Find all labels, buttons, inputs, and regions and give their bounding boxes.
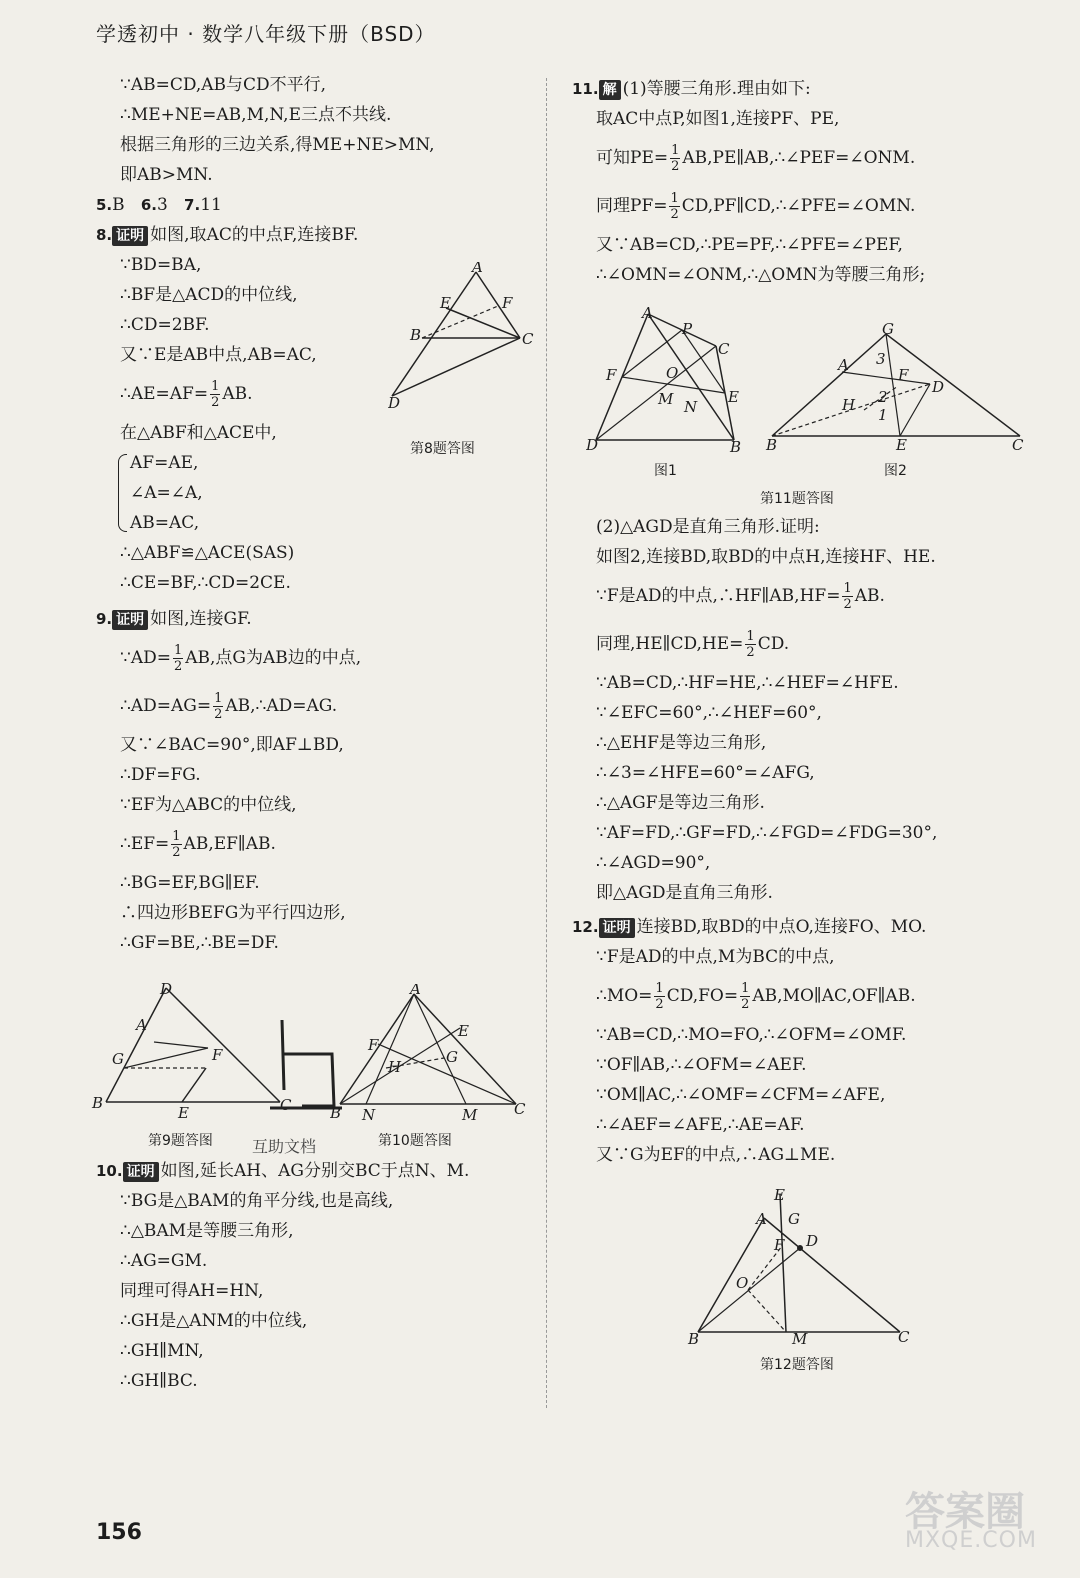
fraction: $\frac{1}{2}$ bbox=[211, 379, 220, 410]
text-line: ∵∠EFC=60°,∴∠HEF=60°, bbox=[596, 703, 822, 723]
answer-tag: 解 bbox=[599, 80, 621, 100]
q8-heading: 8. 证明 如图,取AC的中点F,连接BF. bbox=[96, 225, 359, 245]
text-line: 即△AGD是直角三角形. bbox=[596, 883, 773, 903]
text-line: 在△ABF和△ACE中, bbox=[120, 423, 277, 443]
text-line: ∵AB=CD,∴HF=HE,∴∠HEF=∠HFE. bbox=[596, 673, 899, 693]
text-line: ∴GH∥MN, bbox=[120, 1341, 204, 1361]
proof-tag: 证明 bbox=[599, 918, 635, 938]
text-line: ∴GH是△ANM的中位线, bbox=[120, 1311, 308, 1331]
text-line: ∴CE=BF,∴CD=2CE. bbox=[120, 573, 291, 593]
figure-12 bbox=[686, 1186, 916, 1350]
text-line: ∴∠3=∠HFE=60°=∠AFG, bbox=[596, 763, 815, 783]
svg-text:P: P bbox=[682, 320, 693, 338]
text-line: ∴△ABF≌△ACE(SAS) bbox=[120, 543, 295, 563]
figure-8 bbox=[388, 262, 538, 412]
svg-text:D: D bbox=[160, 980, 173, 998]
svg-text:B: B bbox=[766, 436, 778, 454]
figure-10-caption: 第10题答图 bbox=[378, 1133, 452, 1149]
svg-text:D: D bbox=[586, 436, 599, 454]
q12-heading: 12. 证明 连接BD,取BD的中点O,连接FO、MO. bbox=[572, 917, 927, 937]
text-line: ∵F是AD的中点,M为BC的中点, bbox=[596, 947, 835, 967]
q11-heading: 11. 解 (1)等腰三角形.理由如下: bbox=[572, 79, 811, 99]
svg-text:B: B bbox=[730, 438, 742, 454]
text-line: ∴四边形BEFG为平行四边形, bbox=[120, 903, 346, 923]
svg-text:F: F bbox=[212, 1046, 223, 1064]
text-line: 根据三角形的三边关系,得ME+NE>MN, bbox=[120, 135, 435, 155]
watermark-url: MXQE.COM bbox=[905, 1528, 1037, 1553]
svg-text:3: 3 bbox=[876, 350, 886, 368]
right-column-bottom bbox=[572, 512, 1042, 1170]
q10-heading: 10. 证明 如图,延长AH、AG分别交BC于点N、M. bbox=[96, 1161, 470, 1181]
svg-text:M: M bbox=[792, 1330, 808, 1348]
svg-text:G: G bbox=[112, 1050, 124, 1068]
svg-text:B: B bbox=[410, 326, 422, 344]
figure-8-caption: 第8题答图 bbox=[410, 441, 475, 457]
text-line: ∴EF= $\frac{1}{2}$ AB,EF∥AB. bbox=[120, 829, 276, 860]
svg-text:C: C bbox=[522, 330, 534, 348]
svg-text:A: A bbox=[756, 1210, 767, 1228]
svg-text:B: B bbox=[330, 1104, 342, 1122]
text-line: ∴△BAM是等腰三角形, bbox=[120, 1221, 294, 1241]
svg-text:A: A bbox=[472, 262, 483, 276]
text-line: 同理PF= $\frac{1}{2}$ CD,PF∥CD,∴∠PFE=∠OMN. bbox=[596, 191, 916, 222]
text-line: ∴∠AEF=∠AFE,∴AE=AF. bbox=[596, 1115, 805, 1135]
svg-text:G: G bbox=[788, 1210, 800, 1228]
svg-text:E: E bbox=[440, 294, 451, 312]
text-line: ∵AB=CD,AB与CD不平行, bbox=[120, 75, 327, 95]
svg-text:C: C bbox=[1012, 436, 1024, 454]
proof-tag: 证明 bbox=[112, 610, 148, 630]
text-line: ∵OF∥AB,∴∠OFM=∠AEF. bbox=[596, 1055, 807, 1075]
svg-text:F: F bbox=[606, 366, 617, 384]
text-line: ∴∠AGD=90°, bbox=[596, 853, 711, 873]
svg-text:G: G bbox=[882, 320, 894, 338]
text-line: ∴BF是△ACD的中位线, bbox=[120, 285, 298, 305]
svg-text:M: M bbox=[462, 1106, 478, 1122]
column-divider bbox=[546, 78, 547, 1408]
text-line: 又∵G为EF的中点,∴AG⊥ME. bbox=[596, 1145, 836, 1165]
text-line: (2)△AGD是直角三角形.证明: bbox=[596, 517, 820, 537]
text-line: ∵AF=FD,∴GF=FD,∴∠FGD=∠FDG=30°, bbox=[596, 823, 938, 843]
text-line: ∵EF为△ABC的中位线, bbox=[120, 795, 297, 815]
svg-text:O: O bbox=[666, 364, 679, 382]
svg-text:E: E bbox=[728, 388, 739, 406]
svg-text:H: H bbox=[842, 396, 856, 414]
text-line: ∵F是AD的中点,∴HF∥AB,HF= $\frac{1}{2}$ AB. bbox=[596, 581, 885, 612]
text-line: 又∵AB=CD,∴PE=PF,∴∠PFE=∠PEF, bbox=[596, 235, 903, 255]
svg-text:E: E bbox=[896, 436, 907, 454]
svg-text:C: C bbox=[280, 1096, 292, 1114]
text-line: ∴AD=AG= $\frac{1}{2}$ AB,∴AD=AG. bbox=[120, 691, 338, 722]
text-line: ∴GF=BE,∴BE=DF. bbox=[120, 933, 279, 953]
svg-text:D: D bbox=[806, 1232, 819, 1250]
q9-heading: 9. 证明 如图,连接GF. bbox=[96, 609, 252, 629]
text-line: 同理,HE∥CD,HE= $\frac{1}{2}$ CD. bbox=[596, 629, 790, 660]
figure-11-1 bbox=[586, 304, 752, 454]
text-line: ∴MO= $\frac{1}{2}$ CD,FO= $\frac{1}{2}$ AB,MO∥AC,OF∥AB. bbox=[596, 981, 916, 1012]
svg-text:F: F bbox=[368, 1036, 379, 1054]
figure-11-caption: 第11题答图 bbox=[760, 491, 834, 507]
page-header: 学透初中 · 数学八年级下册（BSD） bbox=[96, 22, 436, 46]
text-line: ∵AD= $\frac{1}{2}$ AB,点G为AB边的中点, bbox=[120, 643, 362, 674]
figure-11-2-label: 图2 bbox=[884, 463, 907, 479]
svg-text:N: N bbox=[362, 1106, 376, 1122]
left-column-bottom bbox=[96, 1156, 536, 1396]
text-line: ∴GH∥BC. bbox=[120, 1371, 198, 1391]
svg-text:N: N bbox=[684, 398, 698, 416]
text-line: ∴CD=2BF. bbox=[120, 315, 210, 335]
text-line: 同理可得AH=HN, bbox=[120, 1281, 264, 1301]
proof-tag: 证明 bbox=[123, 1162, 159, 1182]
svg-text:F: F bbox=[502, 294, 513, 312]
text-line: 即AB>MN. bbox=[120, 165, 213, 185]
left-column bbox=[96, 70, 536, 958]
text-line: ∵BD=BA, bbox=[120, 255, 202, 275]
text-line: ∴∠OMN=∠ONM,∴△OMN为等腰三角形; bbox=[596, 265, 926, 285]
text-line: ∴△AGF是等边三角形. bbox=[596, 793, 765, 813]
svg-text:G: G bbox=[446, 1048, 458, 1066]
svg-text:C: C bbox=[514, 1100, 526, 1118]
text-line: ∵AB=CD,∴MO=FO,∴∠OFM=∠OMF. bbox=[596, 1025, 907, 1045]
svg-text:C: C bbox=[718, 340, 730, 358]
brace-group: AF=AE, ∠A=∠A, AB=AC, bbox=[96, 448, 536, 538]
text-line: 如图2,连接BD,取BD的中点H,连接HF、HE. bbox=[596, 547, 936, 567]
proof-tag: 证明 bbox=[112, 226, 148, 246]
text-line: ∴BG=EF,BG∥EF. bbox=[120, 873, 260, 893]
text-line: 可知PE= $\frac{1}{2}$ AB,PE∥AB,∴∠PEF=∠ONM. bbox=[596, 143, 916, 174]
svg-text:E: E bbox=[774, 1186, 785, 1204]
text-line: 又∵∠BAC=90°,即AF⊥BD, bbox=[120, 735, 344, 755]
text-line: ∴ME+NE=AB,M,N,E三点不共线. bbox=[120, 105, 392, 125]
svg-text:O: O bbox=[736, 1274, 749, 1292]
svg-text:A: A bbox=[642, 304, 653, 322]
watermark-logo: 答案圈 bbox=[905, 1489, 1025, 1535]
svg-text:B: B bbox=[688, 1330, 700, 1348]
svg-text:B: B bbox=[92, 1094, 104, 1112]
svg-text:H: H bbox=[388, 1058, 402, 1076]
text-line: ∴AE=AF= $\frac{1}{2}$ AB. bbox=[120, 379, 253, 410]
figure-12-caption: 第12题答图 bbox=[760, 1357, 834, 1373]
handwriting-text: 互助文档 bbox=[252, 1137, 317, 1156]
svg-text:F: F bbox=[898, 366, 909, 384]
text-line: ∴DF=FG. bbox=[120, 765, 201, 785]
svg-text:C: C bbox=[898, 1328, 910, 1346]
svg-text:M: M bbox=[658, 390, 674, 408]
svg-text:D: D bbox=[388, 394, 401, 412]
svg-text:A: A bbox=[136, 1016, 147, 1034]
text-line: ∴AG=GM. bbox=[120, 1251, 208, 1271]
short-answers: 5.B 6.3 7.11 bbox=[96, 195, 222, 215]
text-line: ∵BG是△BAM的角平分线,也是高线, bbox=[120, 1191, 394, 1211]
figure-9-caption: 第9题答图 bbox=[148, 1133, 213, 1149]
text-line: 取AC中点P,如图1,连接PF、PE, bbox=[596, 109, 840, 129]
text-line: ∴△EHF是等边三角形, bbox=[596, 733, 767, 753]
svg-text:E: E bbox=[178, 1104, 189, 1118]
svg-text:F: F bbox=[774, 1236, 785, 1254]
svg-text:D: D bbox=[932, 378, 945, 396]
figure-10 bbox=[330, 984, 530, 1122]
text-line: ∵OM∥AC,∴∠OMF=∠CFM=∠AFE, bbox=[596, 1085, 886, 1105]
svg-text:E: E bbox=[458, 1022, 469, 1040]
page-number: 156 bbox=[96, 1520, 142, 1545]
svg-text:1: 1 bbox=[878, 406, 888, 424]
svg-text:A: A bbox=[838, 356, 849, 374]
figure-11-2 bbox=[762, 320, 1032, 454]
right-column bbox=[572, 74, 1042, 290]
figure-11-1-label: 图1 bbox=[654, 463, 677, 479]
text-line: 又∵E是AB中点,AB=AC, bbox=[120, 345, 317, 365]
svg-text:A: A bbox=[410, 984, 421, 998]
svg-text:2: 2 bbox=[878, 388, 888, 406]
